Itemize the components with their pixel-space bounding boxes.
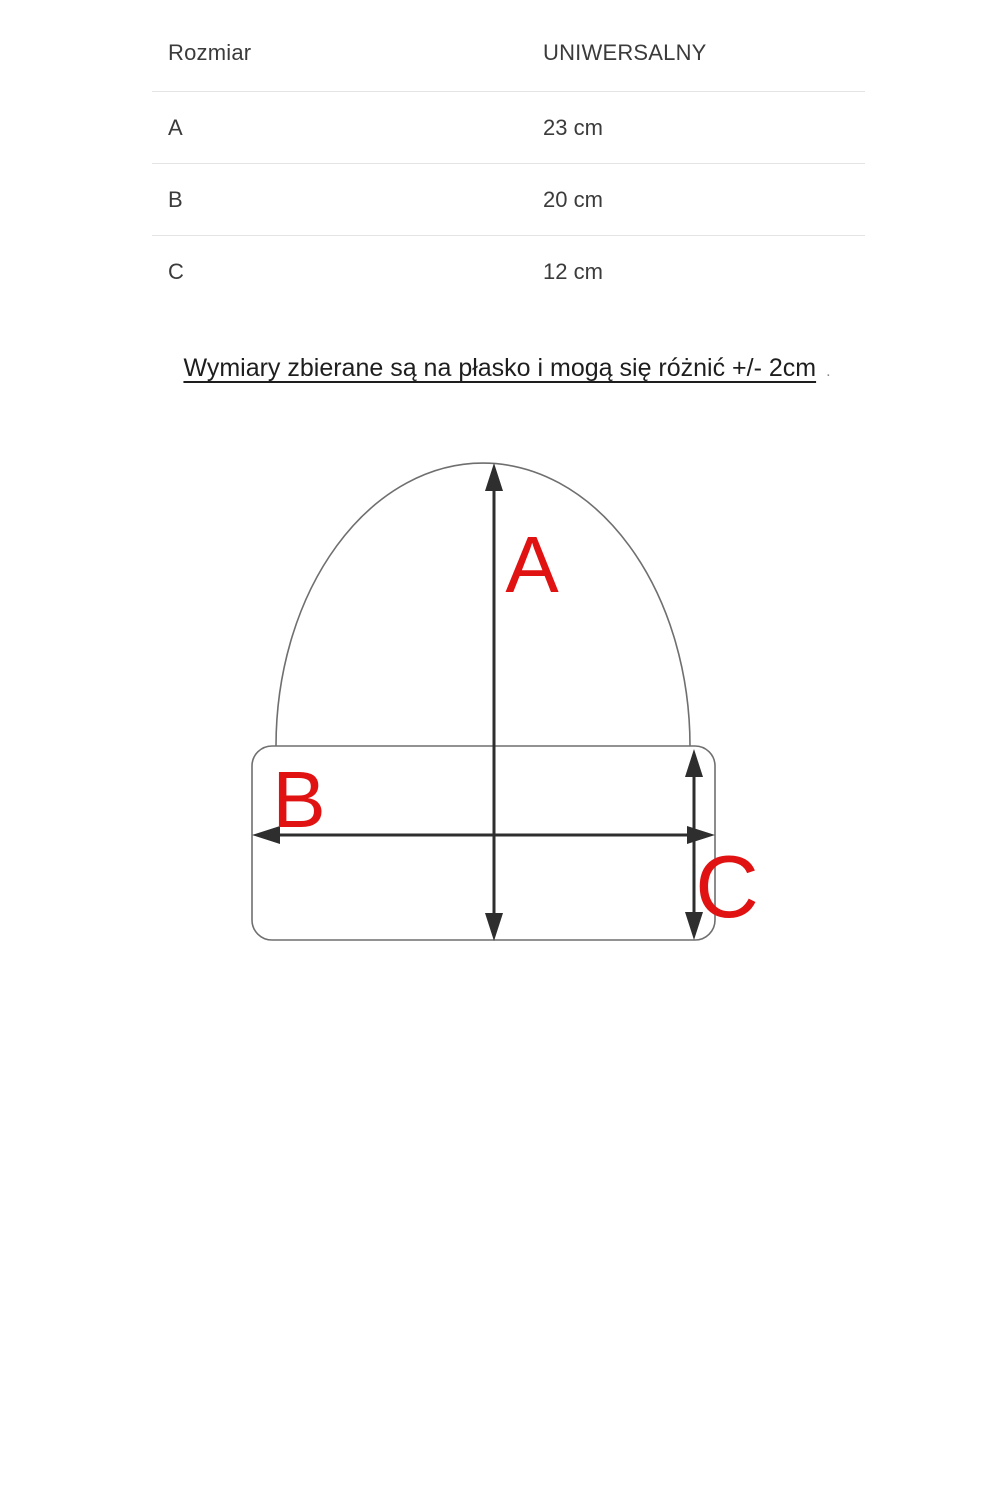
dimension-label-c: C [695,837,759,936]
dimension-label-b: B [272,755,326,844]
arrowhead-up-icon [685,749,703,777]
dimension-label-a: A [505,520,559,609]
row-value: 23 cm [543,114,603,140]
measurement-note-text: Wymiary zbierane są na płasko i mogą się różnić +/- 2cm [183,354,817,382]
arrowhead-up-icon [485,463,503,491]
row-value: 12 cm [543,258,603,284]
arrowhead-down-icon [485,913,503,941]
row-label: A [168,114,183,140]
measurement-note-mark: . [826,363,831,380]
dimension-arrow-a [485,463,503,941]
row-label: C [168,258,184,284]
column-header-size: Rozmiar [168,39,252,65]
row-label: B [168,186,183,212]
column-header-universal: UNIWERSALNY [543,39,707,65]
beanie-crown-outline [276,463,690,746]
row-value: 20 cm [543,186,603,212]
